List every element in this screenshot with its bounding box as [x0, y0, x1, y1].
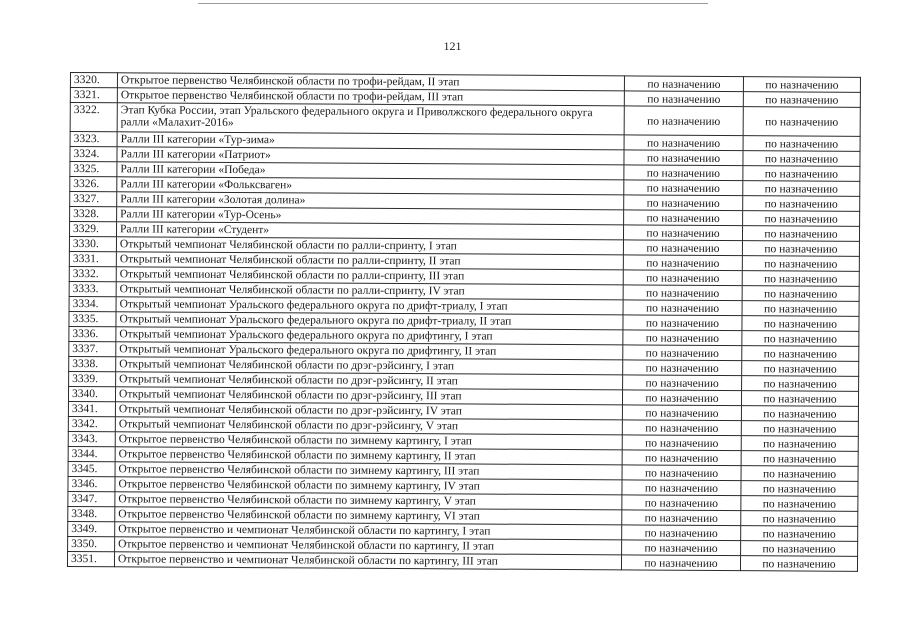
event-name-cell: Ралли III категории «Фольксваген»: [117, 177, 624, 195]
assignment-cell-2: по назначению: [742, 241, 859, 257]
page-number: 121: [443, 39, 462, 53]
row-number-cell: 3328.: [70, 207, 117, 222]
event-name-cell: Открытое первенство Челябинской области по зимнему картингу, II этап: [115, 447, 622, 465]
row-number-cell: 3329.: [69, 222, 116, 237]
row-number-cell: 3330.: [69, 236, 116, 251]
row-number-cell: 3331.: [69, 251, 116, 266]
assignment-cell-1: по назначению: [624, 180, 743, 196]
event-name-cell: Открытый чемпионат Челябинской области по дрэг-рэйсингу, II этап: [116, 372, 623, 390]
assignment-cell-2: по назначению: [742, 346, 859, 362]
assignment-cell-1: по назначению: [621, 555, 740, 571]
row-number-cell: 3327.: [70, 192, 117, 207]
row-number-cell: 3344.: [68, 446, 115, 461]
event-name-cell: Открытый чемпионат Уральского федерального округа по дрифт-триалу, II этап: [116, 312, 623, 330]
assignment-cell-2: по назначению: [741, 541, 858, 557]
row-number-cell: 3321.: [70, 88, 117, 103]
assignment-cell-2: по назначению: [742, 316, 859, 332]
row-number-cell: 3332.: [69, 266, 116, 281]
event-name-cell: Ралли III категории «Студент»: [116, 222, 623, 240]
assignment-cell-2: по назначению: [742, 301, 859, 317]
assignment-cell-1: по назначению: [623, 270, 742, 286]
assignment-cell-1: по назначению: [623, 345, 742, 361]
assignment-cell-1: по назначению: [623, 375, 742, 391]
event-name-cell: Открытый чемпионат Челябинской области по дрэг-рэйсингу, IV этап: [115, 402, 622, 420]
row-number-cell: 3336.: [69, 326, 116, 341]
event-name-cell: Открытый чемпионат Уральского федерального округа по дрифтингу, I этап: [116, 327, 623, 345]
assignment-cell-2: по назначению: [741, 511, 858, 527]
assignment-cell-1: по назначению: [624, 150, 743, 166]
assignment-cell-1: по назначению: [622, 525, 741, 541]
event-name-cell: Ралли III категории «Тур-Осень»: [117, 207, 624, 225]
assignment-cell-2: по назначению: [741, 391, 858, 407]
row-number-cell: 3351.: [67, 551, 114, 566]
assignment-cell-2: по назначению: [743, 92, 860, 108]
event-name-cell: Открытый чемпионат Челябинской области по ралли-спринту, IV этап: [116, 282, 623, 300]
assignment-cell-2: по назначению: [741, 466, 858, 482]
event-name-cell: Открытое первенство и чемпионат Челябинской области по картингу, I этап: [115, 522, 622, 540]
assignment-cell-2: по назначению: [741, 406, 858, 422]
event-name-cell: Открытый чемпионат Челябинской области по ралли-спринту, III этап: [116, 267, 623, 285]
assignment-cell-1: по назначению: [624, 165, 743, 181]
assignment-cell-2: по назначению: [743, 196, 860, 212]
row-number-cell: 3335.: [69, 311, 116, 326]
row-number-cell: 3346.: [68, 476, 115, 491]
assignment-cell-2: по назначению: [743, 136, 860, 152]
event-name-cell: Открытое первенство Челябинской области по зимнему картингу, V этап: [115, 492, 622, 510]
assignment-cell-2: по назначению: [742, 286, 859, 302]
assignment-cell-2: по назначению: [743, 166, 860, 182]
assignment-cell-2: по назначению: [740, 556, 857, 572]
event-name-cell: Ралли III категории «Золотая долина»: [117, 192, 624, 210]
row-number-cell: 3349.: [68, 521, 115, 536]
assignment-cell-2: по назначению: [742, 256, 859, 272]
event-name-cell: Этап Кубка России, этап Уральского федерального округа и Приволжского федерального округа ралли «Малахит-2016»: [117, 103, 624, 135]
assignment-cell-2: по назначению: [743, 211, 860, 227]
assignment-cell-1: по назначению: [623, 330, 742, 346]
assignment-cell-1: по назначению: [623, 315, 742, 331]
event-name-cell: Открытый чемпионат Уральского федерального округа по дрифт-триалу, I этап: [116, 297, 623, 315]
row-number-cell: 3342.: [68, 416, 115, 431]
event-name-cell: Открытый чемпионат Челябинской области по ралли-спринту, II этап: [116, 252, 623, 270]
assignment-cell-1: по назначению: [624, 106, 743, 136]
row-number-cell: 3343.: [68, 431, 115, 446]
row-number-cell: 3350.: [68, 536, 115, 551]
event-name-cell: Открытое первенство и чемпионат Челябинской области по картингу, III этап: [114, 552, 621, 570]
assignment-cell-2: по назначению: [741, 481, 858, 497]
assignment-cell-1: по назначению: [622, 510, 741, 526]
event-name-cell: Открытый чемпионат Челябинской области по дрэг-рэйсингу, V этап: [115, 417, 622, 435]
row-number-cell: 3334.: [69, 296, 116, 311]
assignment-cell-2: по назначению: [741, 526, 858, 542]
assignment-cell-2: по назначению: [741, 436, 858, 452]
events-table: [67, 72, 861, 572]
event-name-cell: Открытое первенство Челябинской области по зимнему картингу, III этап: [115, 462, 622, 480]
assignment-cell-1: по назначению: [623, 300, 742, 316]
row-number-cell: 3320.: [70, 73, 117, 88]
event-name-cell: Открытое первенство Челябинской области по зимнему картингу, VI этап: [115, 507, 622, 525]
assignment-cell-2: по назначению: [741, 496, 858, 512]
event-name-cell: Открытое первенство и чемпионат Челябинской области по картингу, II этап: [115, 537, 622, 555]
row-number-cell: 3348.: [68, 506, 115, 521]
row-number-cell: 3340.: [68, 386, 115, 401]
assignment-cell-1: по назначению: [624, 91, 743, 107]
event-name-cell: Ралли III категории «Патриот»: [117, 147, 624, 165]
assignment-cell-1: по назначению: [622, 465, 741, 481]
row-number-cell: 3326.: [70, 177, 117, 192]
event-name-cell: Открытое первенство Челябинской области по трофи-рейдам, II этап: [117, 73, 624, 91]
row-number-cell: 3323.: [70, 132, 117, 147]
assignment-cell-1: по назначению: [624, 210, 743, 226]
assignment-cell-1: по назначению: [622, 495, 741, 511]
row-number-cell: 3337.: [69, 341, 116, 356]
row-number-cell: 3339.: [69, 371, 116, 386]
row-number-cell: 3322.: [70, 103, 117, 132]
top-rule: [198, 3, 708, 4]
row-number-cell: 3341.: [68, 401, 115, 416]
assignment-cell-2: по назначению: [743, 77, 860, 93]
assignment-cell-1: по назначению: [622, 390, 741, 406]
row-number-cell: 3325.: [70, 162, 117, 177]
event-name-cell: Открытое первенство Челябинской области по зимнему картингу, I этап: [115, 432, 622, 450]
assignment-cell-2: по назначению: [742, 226, 859, 242]
event-name-cell: Открытый чемпионат Челябинской области по дрэг-рэйсингу, I этап: [116, 357, 623, 375]
assignment-cell-1: по назначению: [624, 76, 743, 92]
assignment-cell-2: по назначению: [741, 451, 858, 467]
assignment-cell-2: по назначению: [742, 361, 859, 377]
assignment-cell-1: по назначению: [622, 540, 741, 556]
assignment-cell-1: по назначению: [623, 285, 742, 301]
event-name-cell: Открытое первенство Челябинской области по трофи-рейдам, III этап: [117, 88, 624, 106]
assignment-cell-1: по назначению: [622, 420, 741, 436]
row-number-cell: 3333.: [69, 281, 116, 296]
assignment-cell-1: по назначению: [622, 450, 741, 466]
assignment-cell-1: по назначению: [624, 195, 743, 211]
row-number-cell: 3347.: [68, 491, 115, 506]
assignment-cell-2: по назначению: [743, 151, 860, 167]
assignment-cell-2: по назначению: [742, 271, 859, 287]
assignment-cell-1: по назначению: [623, 225, 742, 241]
assignment-cell-1: по назначению: [623, 255, 742, 271]
assignment-cell-1: по назначению: [622, 405, 741, 421]
row-number-cell: 3345.: [68, 461, 115, 476]
assignment-cell-2: по назначению: [743, 107, 860, 137]
row-number-cell: 3338.: [69, 356, 116, 371]
assignment-cell-1: по назначению: [622, 480, 741, 496]
event-name-cell: Открытое первенство Челябинской области по зимнему картингу, IV этап: [115, 477, 622, 495]
event-name-cell: Ралли III категории «Победа»: [117, 162, 624, 180]
assignment-cell-2: по назначению: [741, 421, 858, 437]
assignment-cell-2: по назначению: [742, 331, 859, 347]
assignment-cell-2: по назначению: [742, 376, 859, 392]
event-name-cell: Ралли III категории «Тур-зима»: [117, 132, 624, 150]
event-name-cell: Открытый чемпионат Челябинской области по дрэг-рэйсингу, III этап: [115, 387, 622, 405]
table-body: [67, 73, 860, 572]
assignment-cell-1: по назначению: [623, 240, 742, 256]
assignment-cell-1: по назначению: [622, 435, 741, 451]
assignment-cell-1: по назначению: [623, 360, 742, 376]
assignment-cell-2: по назначению: [743, 181, 860, 197]
event-name-cell: Открытый чемпионат Уральского федерального округа по дрифтингу, II этап: [116, 342, 623, 360]
row-number-cell: 3324.: [70, 147, 117, 162]
assignment-cell-1: по назначению: [624, 135, 743, 151]
event-name-cell: Открытый чемпионат Челябинской области по ралли-спринту, I этап: [116, 237, 623, 255]
